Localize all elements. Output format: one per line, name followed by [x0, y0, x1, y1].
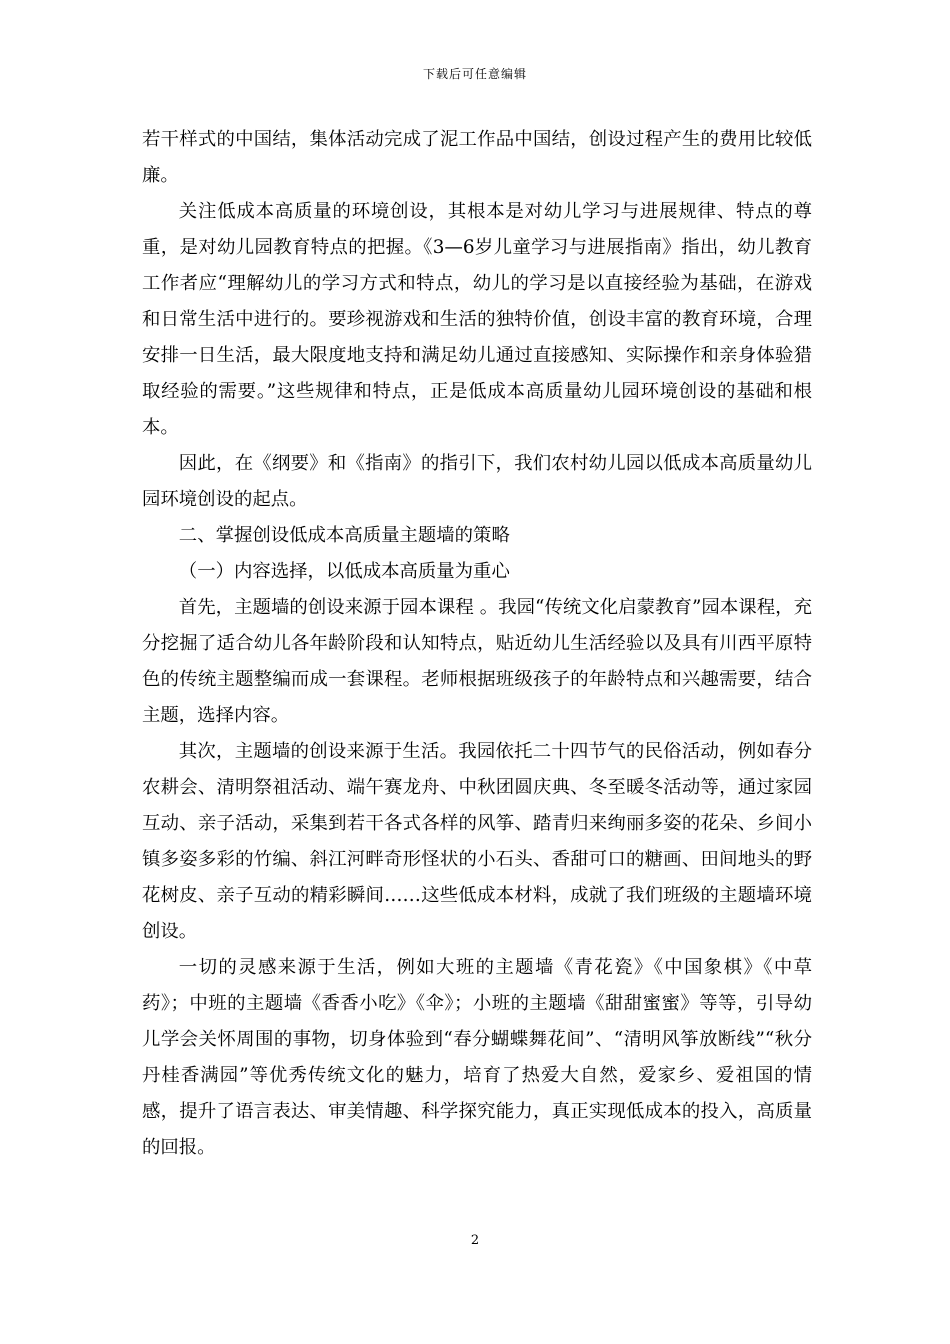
paragraph-continuation: 若干样式的中国结，集体活动完成了泥工作品中国结，创设过程产生的费用比较低廉。: [142, 129, 812, 186]
section-heading-strategy: 二、掌握创设低成本高质量主题墙的策略: [178, 525, 510, 546]
paragraph-therefore: 因此，在《纲要》和《指南》的指引下，我们农村幼儿园以低成本高质量幼儿园环境创设的起点。: [142, 453, 812, 510]
page-header: 下载后可任意编辑: [422, 67, 527, 81]
page-number: 2: [470, 1233, 480, 1248]
paragraph-second-life: 其次，主题墙的创设来源于生活。我园依托二十四节气的民俗活动，例如春分农耕会、清明祭祖活动、端午赛龙舟、中秋团圆庆典、冬至暖冬活动等，通过家园互动、亲子活动，采集到若干各式各样的风筝、踏青归来绚丽多姿的花朵、乡间小镇多姿多彩的竹编、斜江河畔奇形怪状的小石头、香甜可口的糖画、田间地头的野花树皮、亲子互动的精彩瞬间……这些低成本材料，成就了我们班级的主题墙环境创设。: [142, 741, 812, 942]
body-text: [142, 122, 812, 1166]
paragraph-low-cost-environment: 关注低成本高质量的环境创设，其根本是对幼儿学习与进展规律、特点的尊重，是对幼儿园教育特点的把握。《3—6岁儿童学习与进展指南》指出，幼儿教育工作者应“理解幼儿的学习方式和特点，幼儿的学习是以直接经验为基础，在游戏和日常生活中进行的。要珍视游戏和生活的独特价值，创设丰富的教育环境，合理安排一日生活，最大限度地支持和满足幼儿通过直接感知、实际操作和亲身体验猎取经验的需要。”这些规律和特点，正是低成本高质量幼儿园环境创设的基础和根本。: [142, 201, 812, 438]
paragraph-first-curriculum: 首先，主题墙的创设来源于园本课程 。我园“传统文化启蒙教育”园本课程，充分挖掘了适合幼儿各年龄阶段和认知特点，贴近幼儿生活经验以及具有川西平原特色的传统主题整编而成一套课程。老师根据班级孩子的年龄特点和兴趣需要，结合主题，选择内容。: [142, 597, 812, 726]
subsection-heading-content-selection: （一）内容选择，以低成本高质量为重心: [178, 561, 510, 582]
paragraph-inspiration: 一切的灵感来源于生活，例如大班的主题墙《青花瓷》《中国象棋》《中草药》；中班的主题墙《香香小吃》《伞》；小班的主题墙《甜甜蜜蜜》等等，引导幼儿学会关怀周围的事物，切身体验到“春分蝴蝶舞花间”、“清明风筝放断线”“秋分丹桂香满园”等优秀传统文化的魅力，培育了热爱大自然，爱家乡、爱祖国的情感，提升了语言表达、审美情趣、科学探究能力，真正实现低成本的投入，高质量的回报。: [142, 957, 812, 1158]
